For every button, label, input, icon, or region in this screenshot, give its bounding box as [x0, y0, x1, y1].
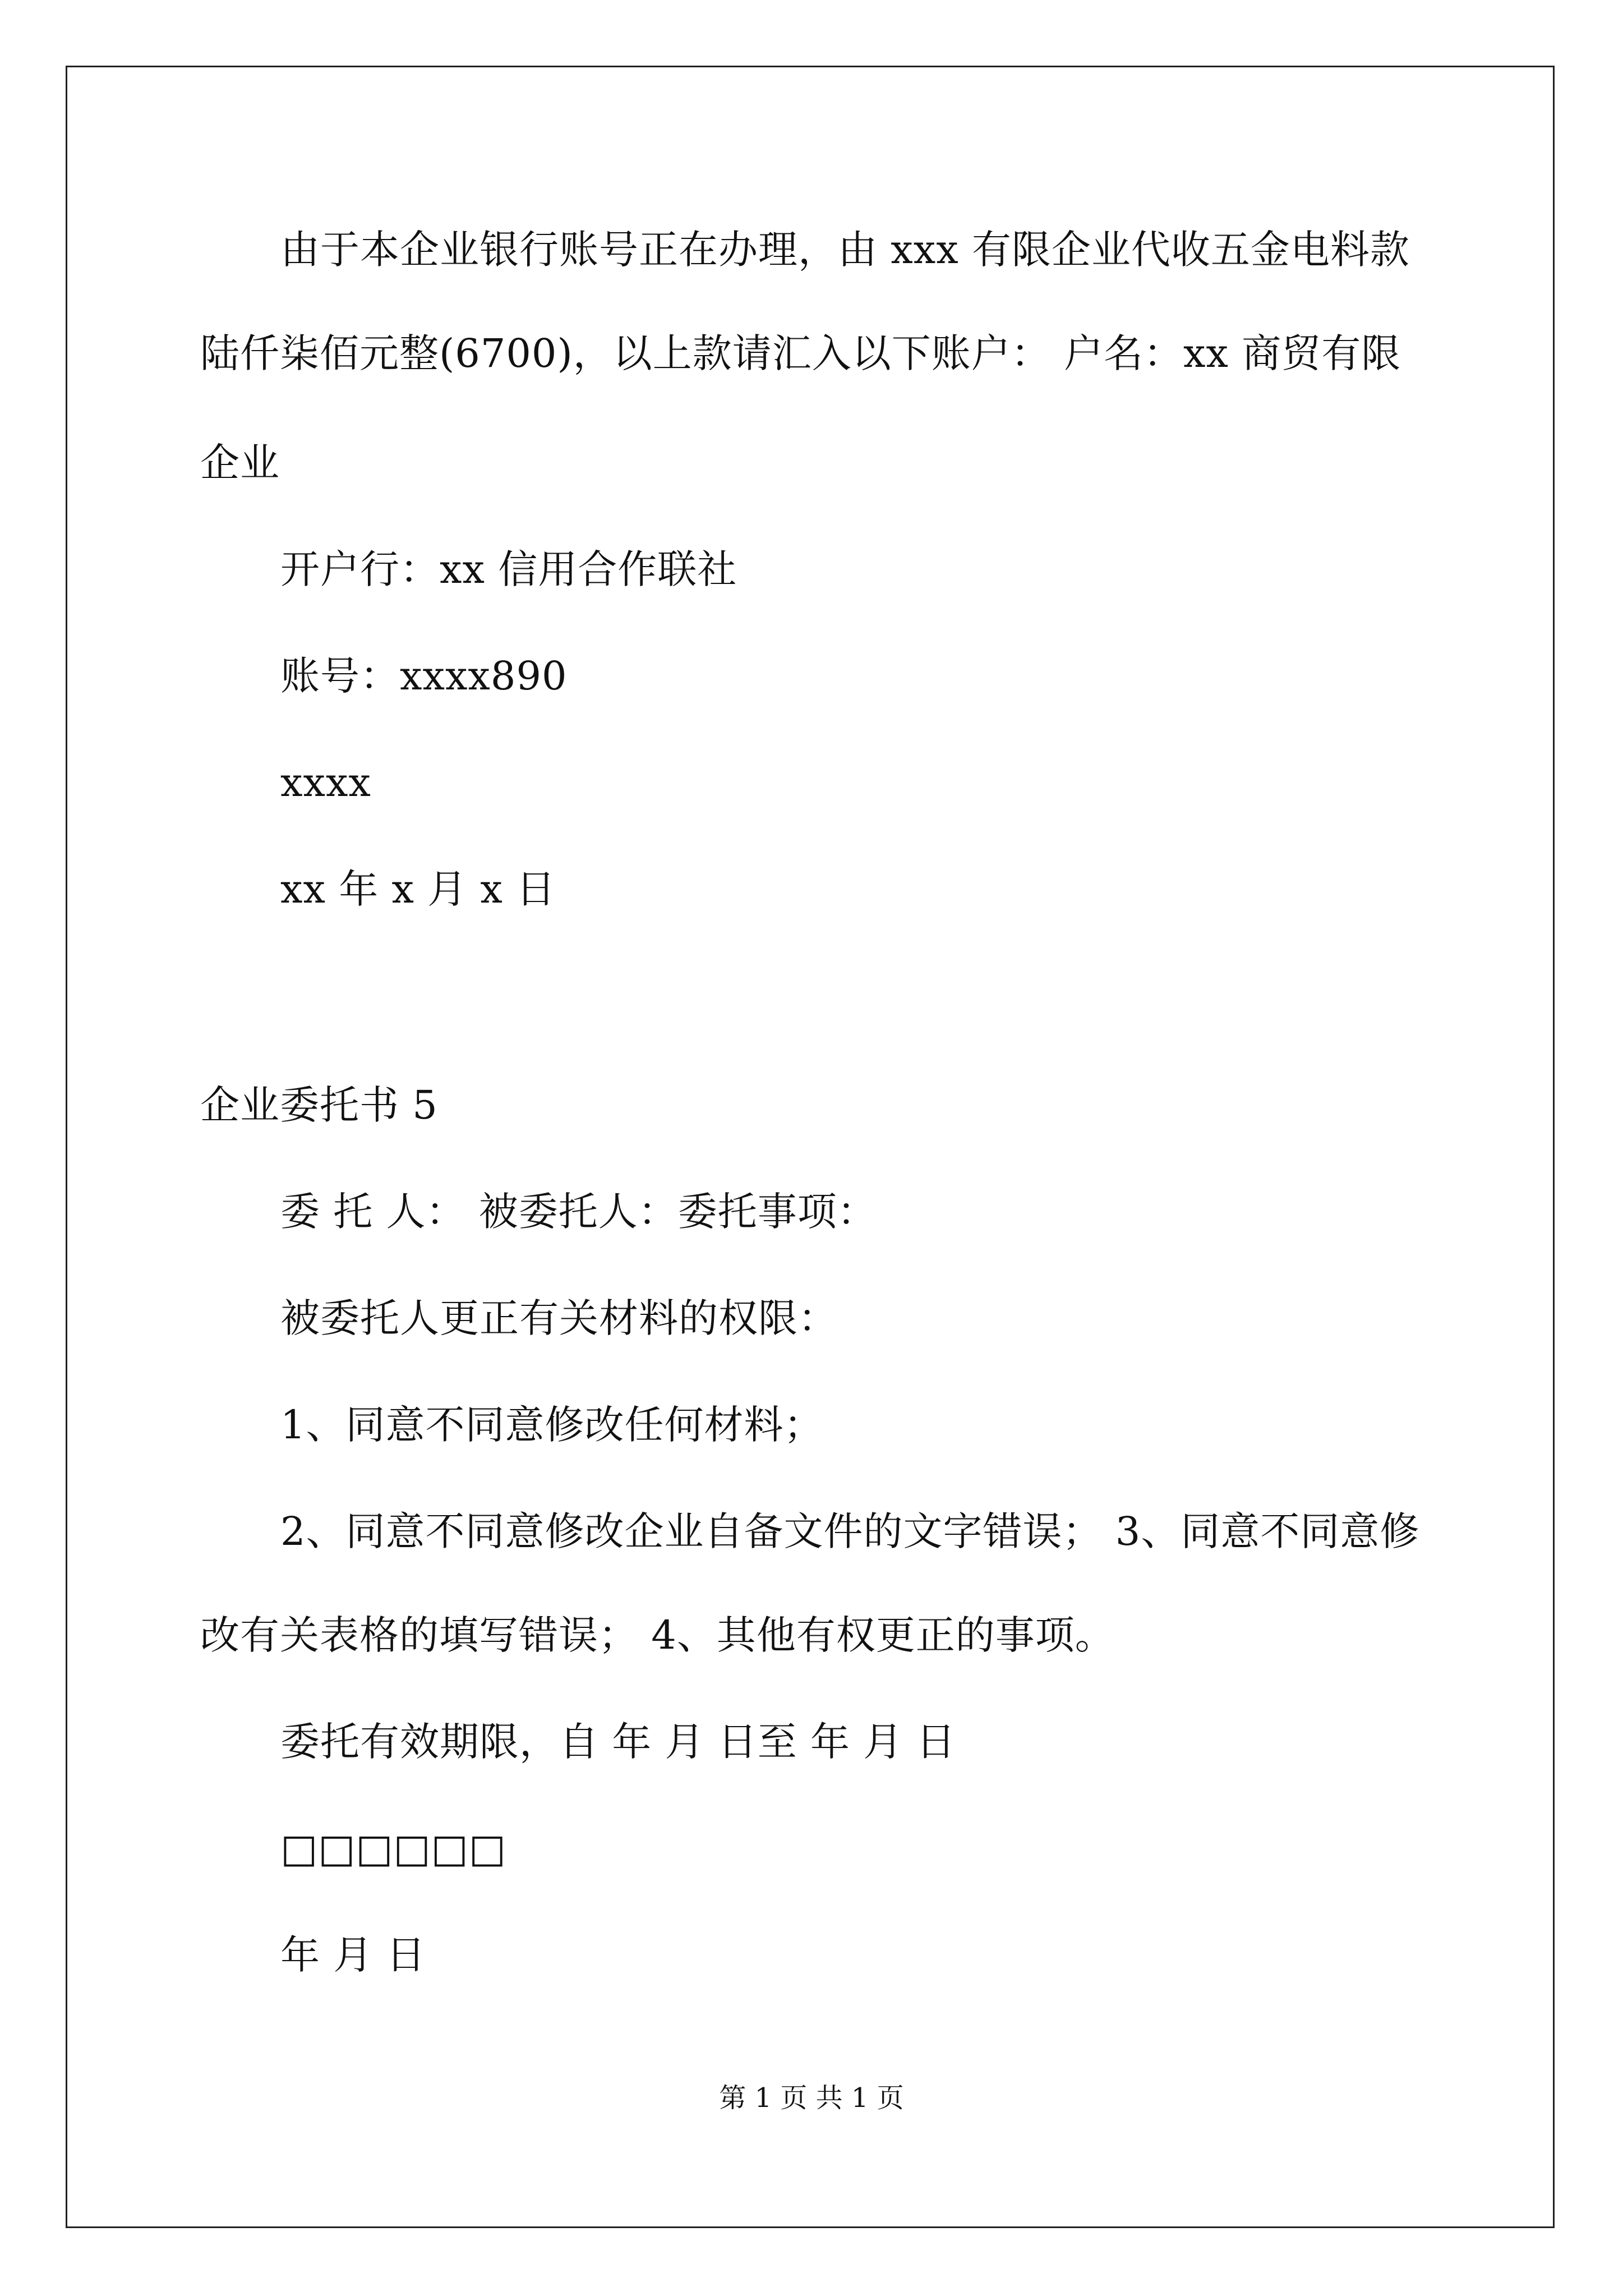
validity-line: 委托有效期限，自 年 月 日至 年 月 日 — [280, 1719, 956, 1765]
bank-name-line: 开户行：xx 信用合作联社 — [280, 546, 737, 592]
paragraph-line-2: 陆仟柒佰元整(6700)，以上款请汇入以下账户： 户名：xx 商贸有限 — [200, 330, 1401, 376]
authority-item-1: 1、同意不同意修改任何材料； — [280, 1402, 824, 1448]
closing-date-line: 年 月 日 — [280, 1932, 426, 1978]
parties-line: 委 托 人： 被委托人：委托事项： — [280, 1189, 877, 1235]
date-line: xx 年 x 月 x 日 — [280, 866, 556, 912]
authority-heading: 被委托人更正有关材料的权限： — [280, 1295, 838, 1341]
section-heading: 企业委托书 5 — [200, 1082, 438, 1128]
paragraph-line-3: 企业 — [200, 440, 280, 486]
paragraph-line-1: 由于本企业银行账号正在办理，由 xxx 有限企业代收五金电料款 — [280, 227, 1410, 273]
page-footer: 第 1 页 共 1 页 — [719, 2082, 904, 2114]
placeholder-boxes: □□□□□□ — [280, 1825, 506, 1871]
authority-item-3: 改有关表格的填写错误； 4、其他有权更正的事项。 — [200, 1612, 1115, 1658]
signature-line: xxxx — [280, 760, 371, 806]
account-number-line: 账号：xxxx890 — [280, 653, 568, 699]
authority-item-2: 2、同意不同意修改企业自备文件的文字错误； 3、同意不同意修 — [280, 1508, 1420, 1554]
page-border — [66, 66, 1555, 2228]
